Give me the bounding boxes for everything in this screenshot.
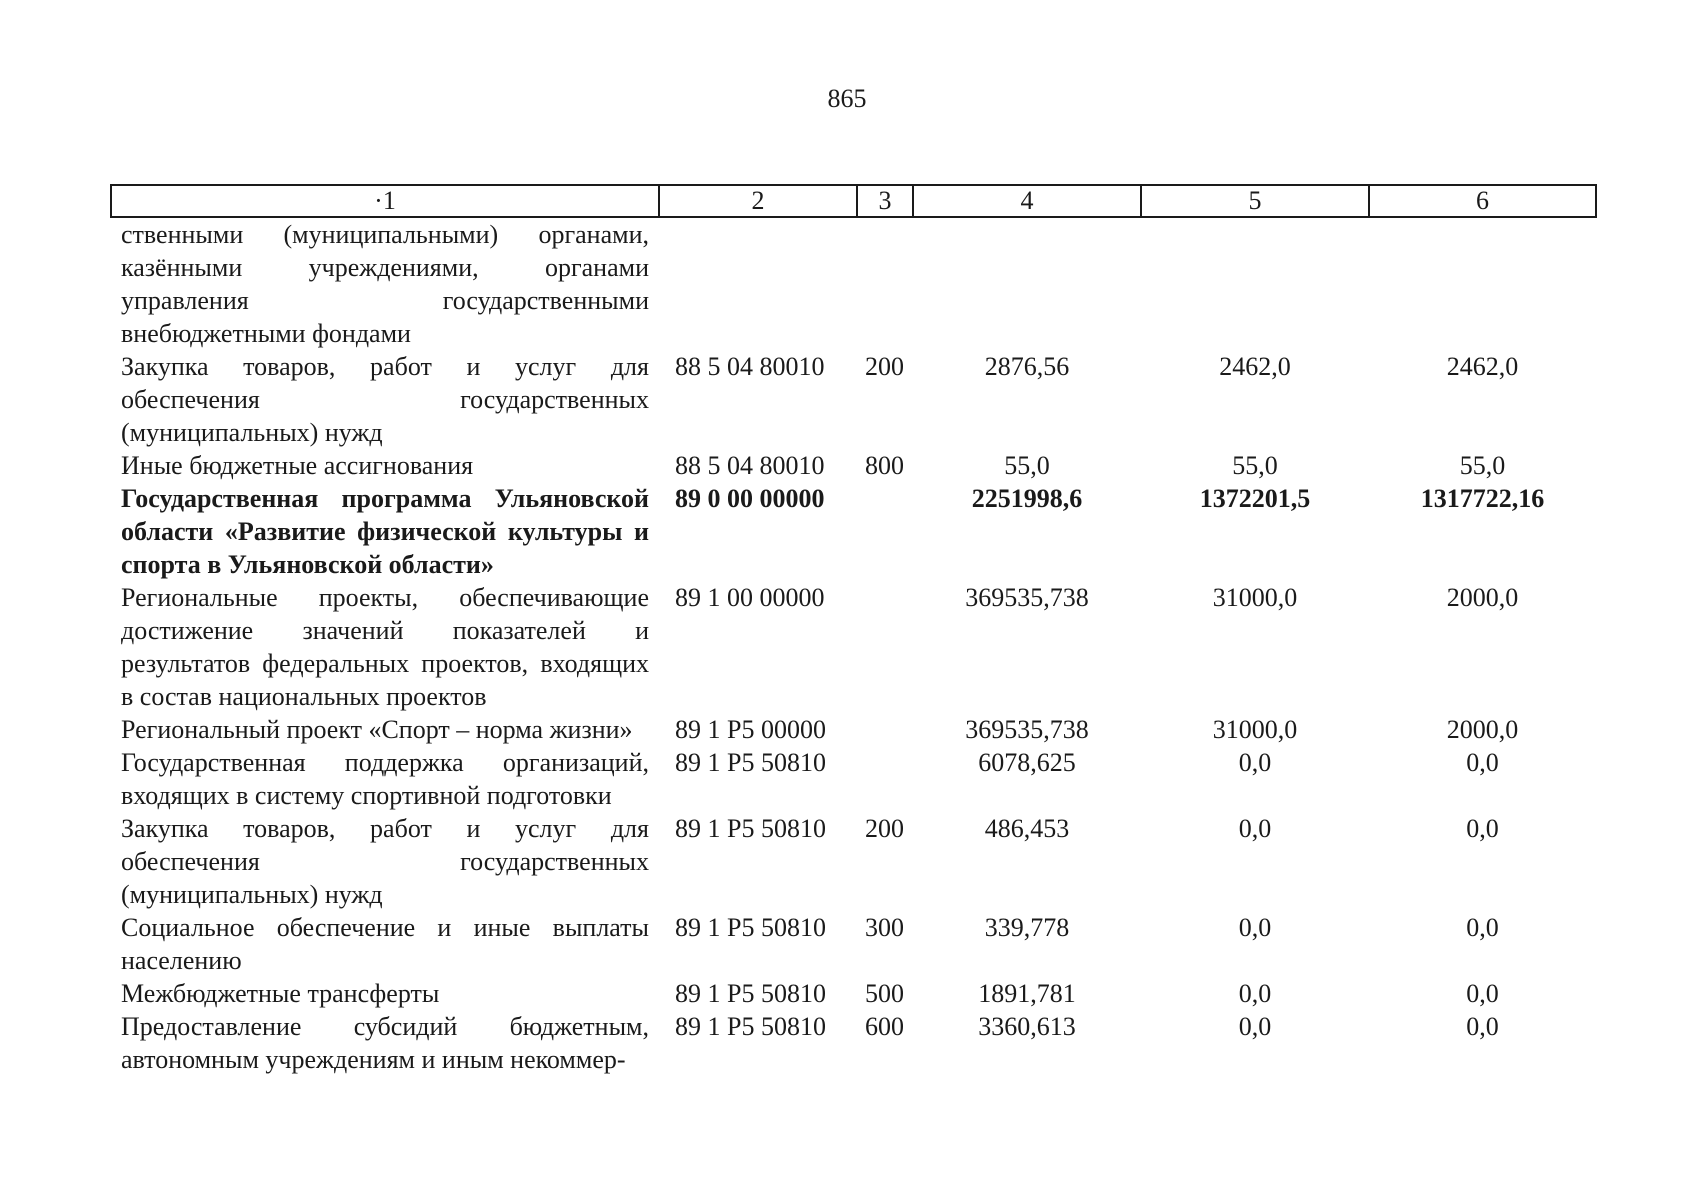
table-row: [111, 350, 1596, 449]
row-value-col5: [1141, 217, 1369, 350]
row-expense-type: [857, 581, 913, 713]
row-name: Межбюджетные трансферты: [121, 979, 440, 1008]
row-value-col4: 339,778: [984, 913, 1070, 942]
table-row: [111, 482, 1596, 581]
row-code: 89 1 P5 50810: [675, 979, 826, 1008]
row-value-col5: 0,0: [1238, 1012, 1272, 1041]
row-value-col4: [913, 217, 1141, 350]
row-value-col6: 0,0: [1466, 814, 1499, 843]
row-value-col6: 1317722,16: [1420, 484, 1545, 513]
row-code: 88 5 04 80010: [675, 451, 825, 480]
row-value-col5: 31000,0: [1212, 715, 1298, 744]
row-value-col6: 55,0: [1459, 451, 1506, 480]
row-value-col6: [1369, 217, 1596, 350]
table-row: [111, 812, 1596, 911]
row-value-col6: 2000,0: [1446, 583, 1519, 612]
table-row: [111, 449, 1596, 482]
row-value-col4: 3360,613: [978, 1012, 1076, 1041]
row-value-col5: 1372201,5: [1199, 484, 1311, 513]
row-name: Государственная программа Ульяновской области «Развитие физической культуры и спорта в Ульяновской области»: [121, 484, 649, 579]
row-expense-type: 600: [865, 1012, 904, 1041]
column-header: 5: [1141, 185, 1369, 217]
column-header: ·1: [111, 185, 659, 217]
row-code: 89 1 P5 00000: [675, 715, 826, 744]
row-code: 89 1 P5 50810: [675, 748, 826, 777]
row-value-col4: 2876,56: [984, 352, 1070, 381]
table-row: [111, 977, 1596, 1010]
row-value-col6: 2462,0: [1446, 352, 1519, 381]
row-code: 89 1 00 00000: [675, 583, 825, 612]
table-header: [111, 185, 1596, 217]
row-name: Социальное обеспечение и иные выплаты населению: [121, 913, 649, 975]
row-value-col5: 0,0: [1238, 814, 1272, 843]
row-value-col5: 0,0: [1238, 913, 1272, 942]
row-value-col5: 31000,0: [1212, 583, 1298, 612]
row-expense-type: [857, 217, 913, 350]
row-value-col4: 6078,625: [978, 748, 1076, 777]
row-value-col6: 2000,0: [1446, 715, 1519, 744]
row-code: 89 1 P5 50810: [675, 1012, 826, 1041]
row-value-col5: 2462,0: [1219, 352, 1291, 381]
row-name: ственными (муниципальными) органами, казёнными учреждениями, органами управления государственными внебюджетными фондами: [121, 220, 649, 348]
row-value-col5: 55,0: [1232, 451, 1278, 480]
row-value-col5: 0,0: [1238, 979, 1272, 1008]
row-code: 89 0 00 00000: [675, 484, 825, 513]
row-value-col4: 369535,738: [965, 583, 1089, 612]
budget-table: [110, 184, 1597, 1076]
row-name: Государственная поддержка организаций, входящих в систему спортивной подготовки: [121, 748, 649, 810]
row-expense-type: [857, 713, 913, 746]
header-row: [111, 185, 1596, 217]
table-row: [111, 713, 1596, 746]
row-code: 88 5 04 80010: [675, 352, 825, 381]
row-code: 89 1 P5 50810: [675, 814, 826, 843]
table-row: [111, 746, 1596, 812]
row-code: 89 1 P5 50810: [675, 913, 826, 942]
row-name: Закупка товаров, работ и услуг для обеспечения государственных (муниципальных) нужд: [121, 352, 649, 447]
table-row: [111, 911, 1596, 977]
row-value-col6: 0,0: [1466, 748, 1499, 777]
row-value-col6: 0,0: [1466, 1012, 1499, 1041]
row-code: [659, 217, 857, 350]
column-header: 3: [857, 185, 913, 217]
table-row: [111, 581, 1596, 713]
row-expense-type: 200: [865, 352, 904, 381]
column-header: 4: [913, 185, 1141, 217]
row-expense-type: [857, 482, 913, 581]
row-value-col4: 1891,781: [978, 979, 1076, 1008]
row-name: Предоставление субсидий бюджетным, автономным учреждениям и иным некоммер-: [121, 1012, 649, 1074]
row-value-col4: 55,0: [1004, 451, 1050, 480]
row-expense-type: 500: [865, 979, 904, 1008]
row-value-col6: 0,0: [1466, 913, 1499, 942]
table-row: [111, 217, 1596, 350]
table-body: [111, 217, 1596, 1076]
table-row: [111, 1010, 1596, 1076]
column-header: 2: [659, 185, 857, 217]
row-name: Иные бюджетные ассигнования: [121, 451, 474, 480]
row-value-col4: 486,453: [984, 814, 1070, 843]
row-expense-type: [857, 746, 913, 812]
row-expense-type: 800: [865, 451, 904, 480]
row-value-col5: 0,0: [1238, 748, 1272, 777]
row-name: Региональные проекты, обеспечивающие достижение значений показателей и результатов федеральных проектов, входящих в состав национальных проектов: [121, 583, 649, 711]
row-value-col6: 0,0: [1466, 979, 1499, 1008]
row-name: Закупка товаров, работ и услуг для обеспечения государственных (муниципальных) нужд: [121, 814, 649, 909]
row-expense-type: 200: [865, 814, 904, 843]
row-expense-type: 300: [865, 913, 904, 942]
row-value-col4: 2251998,6: [971, 484, 1083, 513]
row-name: Региональный проект «Спорт – норма жизни»: [121, 715, 633, 744]
column-header: 6: [1369, 185, 1596, 217]
page-number: 865: [827, 84, 867, 113]
row-value-col4: 369535,738: [965, 715, 1089, 744]
